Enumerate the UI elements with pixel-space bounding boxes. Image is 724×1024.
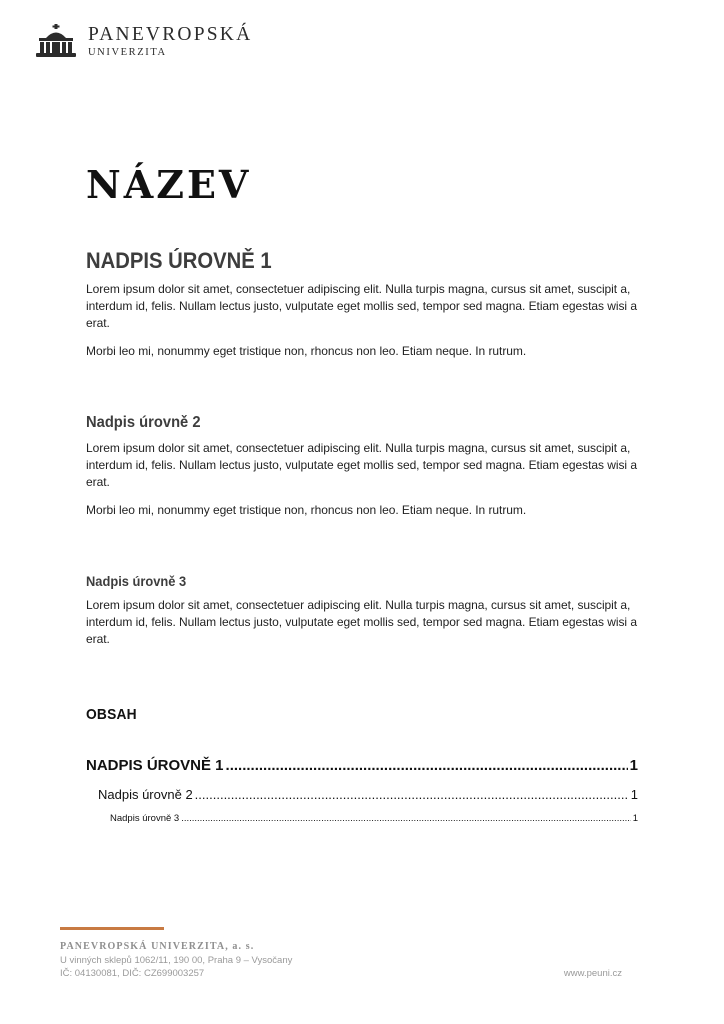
toc-leader-dots	[226, 757, 628, 774]
footer-accent-bar	[60, 927, 164, 930]
footer-address: U vinných sklepů 1062/11, 190 00, Praha 9 – Vysočany	[60, 954, 293, 966]
document-body	[86, 247, 638, 648]
paragraph: Lorem ipsum dolor sit amet, consectetuer adipiscing elit. Nulla turpis magna, cursus sit amet, suscipit a, interdum id, felis. Nullam lectus justo, vulputate eget mollis sed, tempor sed magna. Etiam egestas wisi a erat.	[86, 598, 637, 646]
toc-entry-level-1[interactable]	[86, 757, 638, 774]
footer-ids: IČ: 04130081, DIČ: CZ699003257	[60, 968, 205, 979]
logo-subtitle: UNIVERZITA	[88, 46, 167, 58]
toc-entry-label: NADPIS ÚROVNĚ 1	[86, 757, 224, 774]
paragraph: Lorem ipsum dolor sit amet, consectetuer adipiscing elit. Nulla turpis magna, cursus sit amet, suscipit a, interdum id, felis. Nullam lectus justo, vulputate eget mollis sed, tempor sed magna. Etiam egestas wisi a erat.	[86, 441, 637, 489]
paragraph: Lorem ipsum dolor sit amet, consectetuer adipiscing elit. Nulla turpis magna, cursus sit amet, suscipit a, interdum id, felis. Nullam lectus justo, vulputate eget mollis sed, tempor sed magna. Etiam egestas wisi a erat.	[86, 282, 637, 330]
document-title: NÁZEV	[86, 162, 252, 207]
logo-name: PANEVROPSKÁ	[88, 24, 253, 45]
toc-entry-label: Nadpis úrovně 3	[110, 813, 180, 824]
toc-leader-dots	[181, 813, 631, 824]
footer-company: PANEVROPSKÁ UNIVERZITA, a. s.	[60, 941, 255, 952]
paragraph: Morbi leo mi, nonummy eget tristique non, rhoncus non leo. Etiam neque. In rutrum.	[86, 344, 527, 358]
university-building-icon	[36, 24, 76, 58]
heading-level-1: NADPIS ÚROVNĚ 1	[86, 248, 272, 273]
footer-website-link[interactable]: www.peuni.cz	[563, 968, 622, 979]
toc-entry-level-3[interactable]	[110, 813, 638, 824]
toc-entry-page: 1	[632, 813, 638, 824]
paragraph: Morbi leo mi, nonummy eget tristique non, rhoncus non leo. Etiam neque. In rutrum.	[86, 503, 527, 517]
footer	[60, 940, 292, 981]
toc-entry-page: 1	[629, 757, 638, 774]
toc-entry-page: 1	[630, 787, 638, 802]
university-logo	[36, 24, 252, 58]
toc-leader-dots	[195, 787, 629, 802]
toc-entry-label: Nadpis úrovně 2	[98, 787, 193, 802]
toc-title: OBSAH	[86, 706, 137, 723]
heading-level-2: Nadpis úrovně 2	[86, 414, 201, 431]
heading-level-3: Nadpis úrovně 3	[86, 573, 187, 589]
toc-entry-level-2[interactable]	[98, 787, 638, 802]
